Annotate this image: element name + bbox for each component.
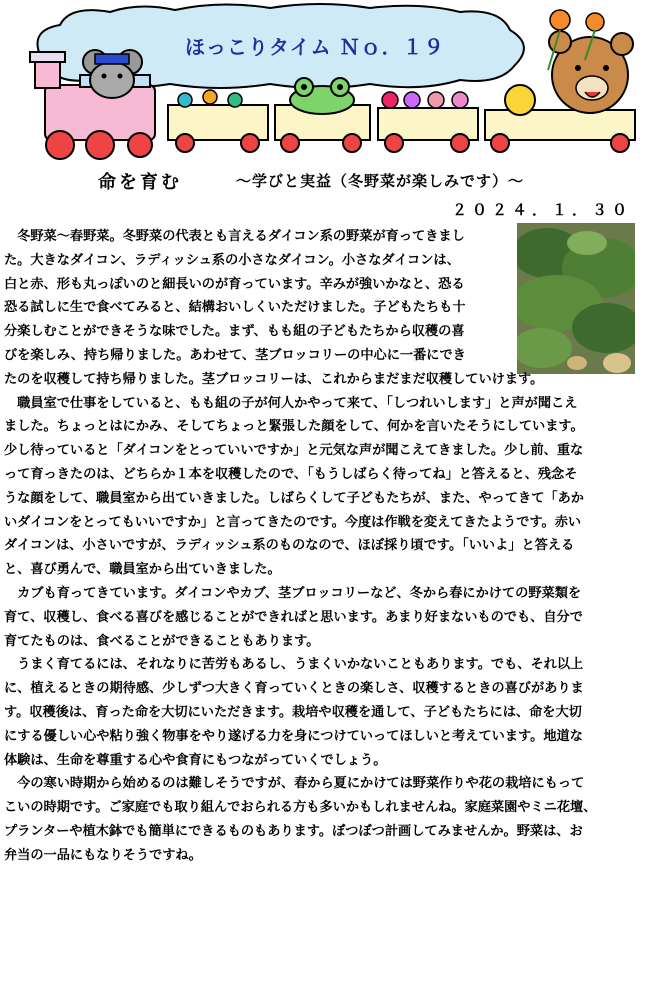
text-line: 少し待っていると「ダイコンをとっていいですか」と元気な声が聞こえてきました。少し前、重な	[4, 443, 584, 459]
text-line: たのを収穫して持ち帰りました。茎ブロッコリーは、これからまだまだ収穫していけます。	[4, 371, 544, 387]
train-illustration	[0, 0, 650, 170]
publish-date: ２０２４．１．３０	[451, 201, 632, 219]
text-line: す。収穫後は、育った命を大切にいただきます。栽培や収穫を通して、子どもたちには、命を大切	[4, 704, 582, 720]
paragraph-1	[4, 225, 644, 392]
text-line: 弁当の一品にもなりそうですね。	[4, 847, 202, 863]
text-line: 分楽しむことができそうな味でした。まず、もも組の子どもたちから収穫の喜	[4, 324, 465, 340]
header-banner	[0, 0, 650, 170]
text-line: 今の寒い時期から始めるのは難しそうですが、春から夏にかけては野菜作りや花の栽培にもって	[4, 776, 585, 792]
text-line: 白と赤、形も丸っぽいのと細長いのが育っています。辛みが強いかなと、恐る	[4, 276, 465, 292]
paragraph-4	[4, 653, 644, 772]
engine-car	[30, 50, 155, 159]
text-line: 恐る試しに生で食べてみると、結構おいしくいただけました。子どもたちも十	[4, 300, 466, 316]
car-tulips	[378, 92, 478, 152]
paragraph-3	[4, 582, 644, 653]
text-line: に、植えるときの期待感、少しずつ大きく育っていくときの楽しさ、収穫するときの喜びがありま	[4, 681, 584, 697]
text-line: って育っきたのは、どちらか１本を収穫したので、「もうしばらく待ってね」と答えると、残念そ	[4, 466, 578, 482]
text-line: と、喜び勇んで、職員室から出ていきました。	[4, 562, 281, 578]
banner-title: ほっこりタイム Ｎｏ．１９	[185, 35, 445, 59]
car-flowers	[168, 90, 268, 152]
text-line: ました。ちょっとはにかみ、そしてちょっと緊張した顔をして、何かを言いたそうにしています。	[4, 419, 584, 435]
text-line: びを楽しみ、持ち帰りました。あわせて、茎ブロッコリーの中心に一番にでき	[4, 347, 466, 363]
text-line: カブも育ってきています。ダイコンやカブ、茎ブロッコリーなど、冬から春にかけての野菜類を	[4, 585, 582, 601]
text-line: 育てたものは、食べることができることもあります。	[4, 633, 320, 649]
article-body	[4, 225, 644, 868]
paragraph-5	[4, 772, 644, 867]
text-line: 職員室で仕事をしていると、もも組の子が何人かやって来て、「しつれいします」と声が聞こえ	[4, 395, 578, 411]
paragraph-2	[4, 392, 644, 582]
text-line: 冬野菜～春野菜。冬野菜の代表とも言えるダイコン系の野菜が育ってきまし	[4, 229, 465, 244]
article-heading	[0, 168, 650, 194]
text-line: こいの時期です。ご家庭でも取り組んでおられる方も多いかもしれませんね。家庭菜園やミニ花壇、	[4, 800, 597, 816]
text-line: いダイコンをとってもいいですか」と言ってきたのです。今度は作戦を変えてきたようです。赤い	[4, 514, 582, 530]
text-line: た。大きなダイコン、ラディッシュ系の小さなダイコン。小さなダイコンは、	[4, 252, 460, 268]
text-line: ダイコンは、小さいですが、ラディッシュ系のものなので、ほぼ採り頃です。「いいよ」と答える	[4, 538, 575, 554]
text-line: 体験は、生命を尊重する心や食育にもつながっていくでしょう。	[4, 752, 387, 768]
text-line: プランターや植木鉢でも簡単にできるものもあります。ぼつぼつ計画してみませんか。野菜は、お	[4, 823, 583, 839]
text-line: うまく育てるには、それなりに苦労もあるし、うまくいかないこともあります。でも、それ以上	[4, 657, 584, 673]
car-frog	[275, 78, 370, 152]
article-title: 命を育む	[98, 172, 182, 193]
text-line: にする優しい心や粘り強く物事をやり遂げる力を身につけていってほしいと考えています。地道な	[4, 728, 583, 744]
article-subtitle: ～学びと実益（冬野菜が楽しみです）～	[236, 172, 525, 190]
text-line: 育て、収穫し、食べる喜びを感じることができればと思います。あまり好まないものでも、自分で	[4, 609, 583, 625]
text-line: うな顔をして、職員室から出ていきました。しばらくして子どもたちが、また、やってきて「あか	[4, 490, 584, 506]
